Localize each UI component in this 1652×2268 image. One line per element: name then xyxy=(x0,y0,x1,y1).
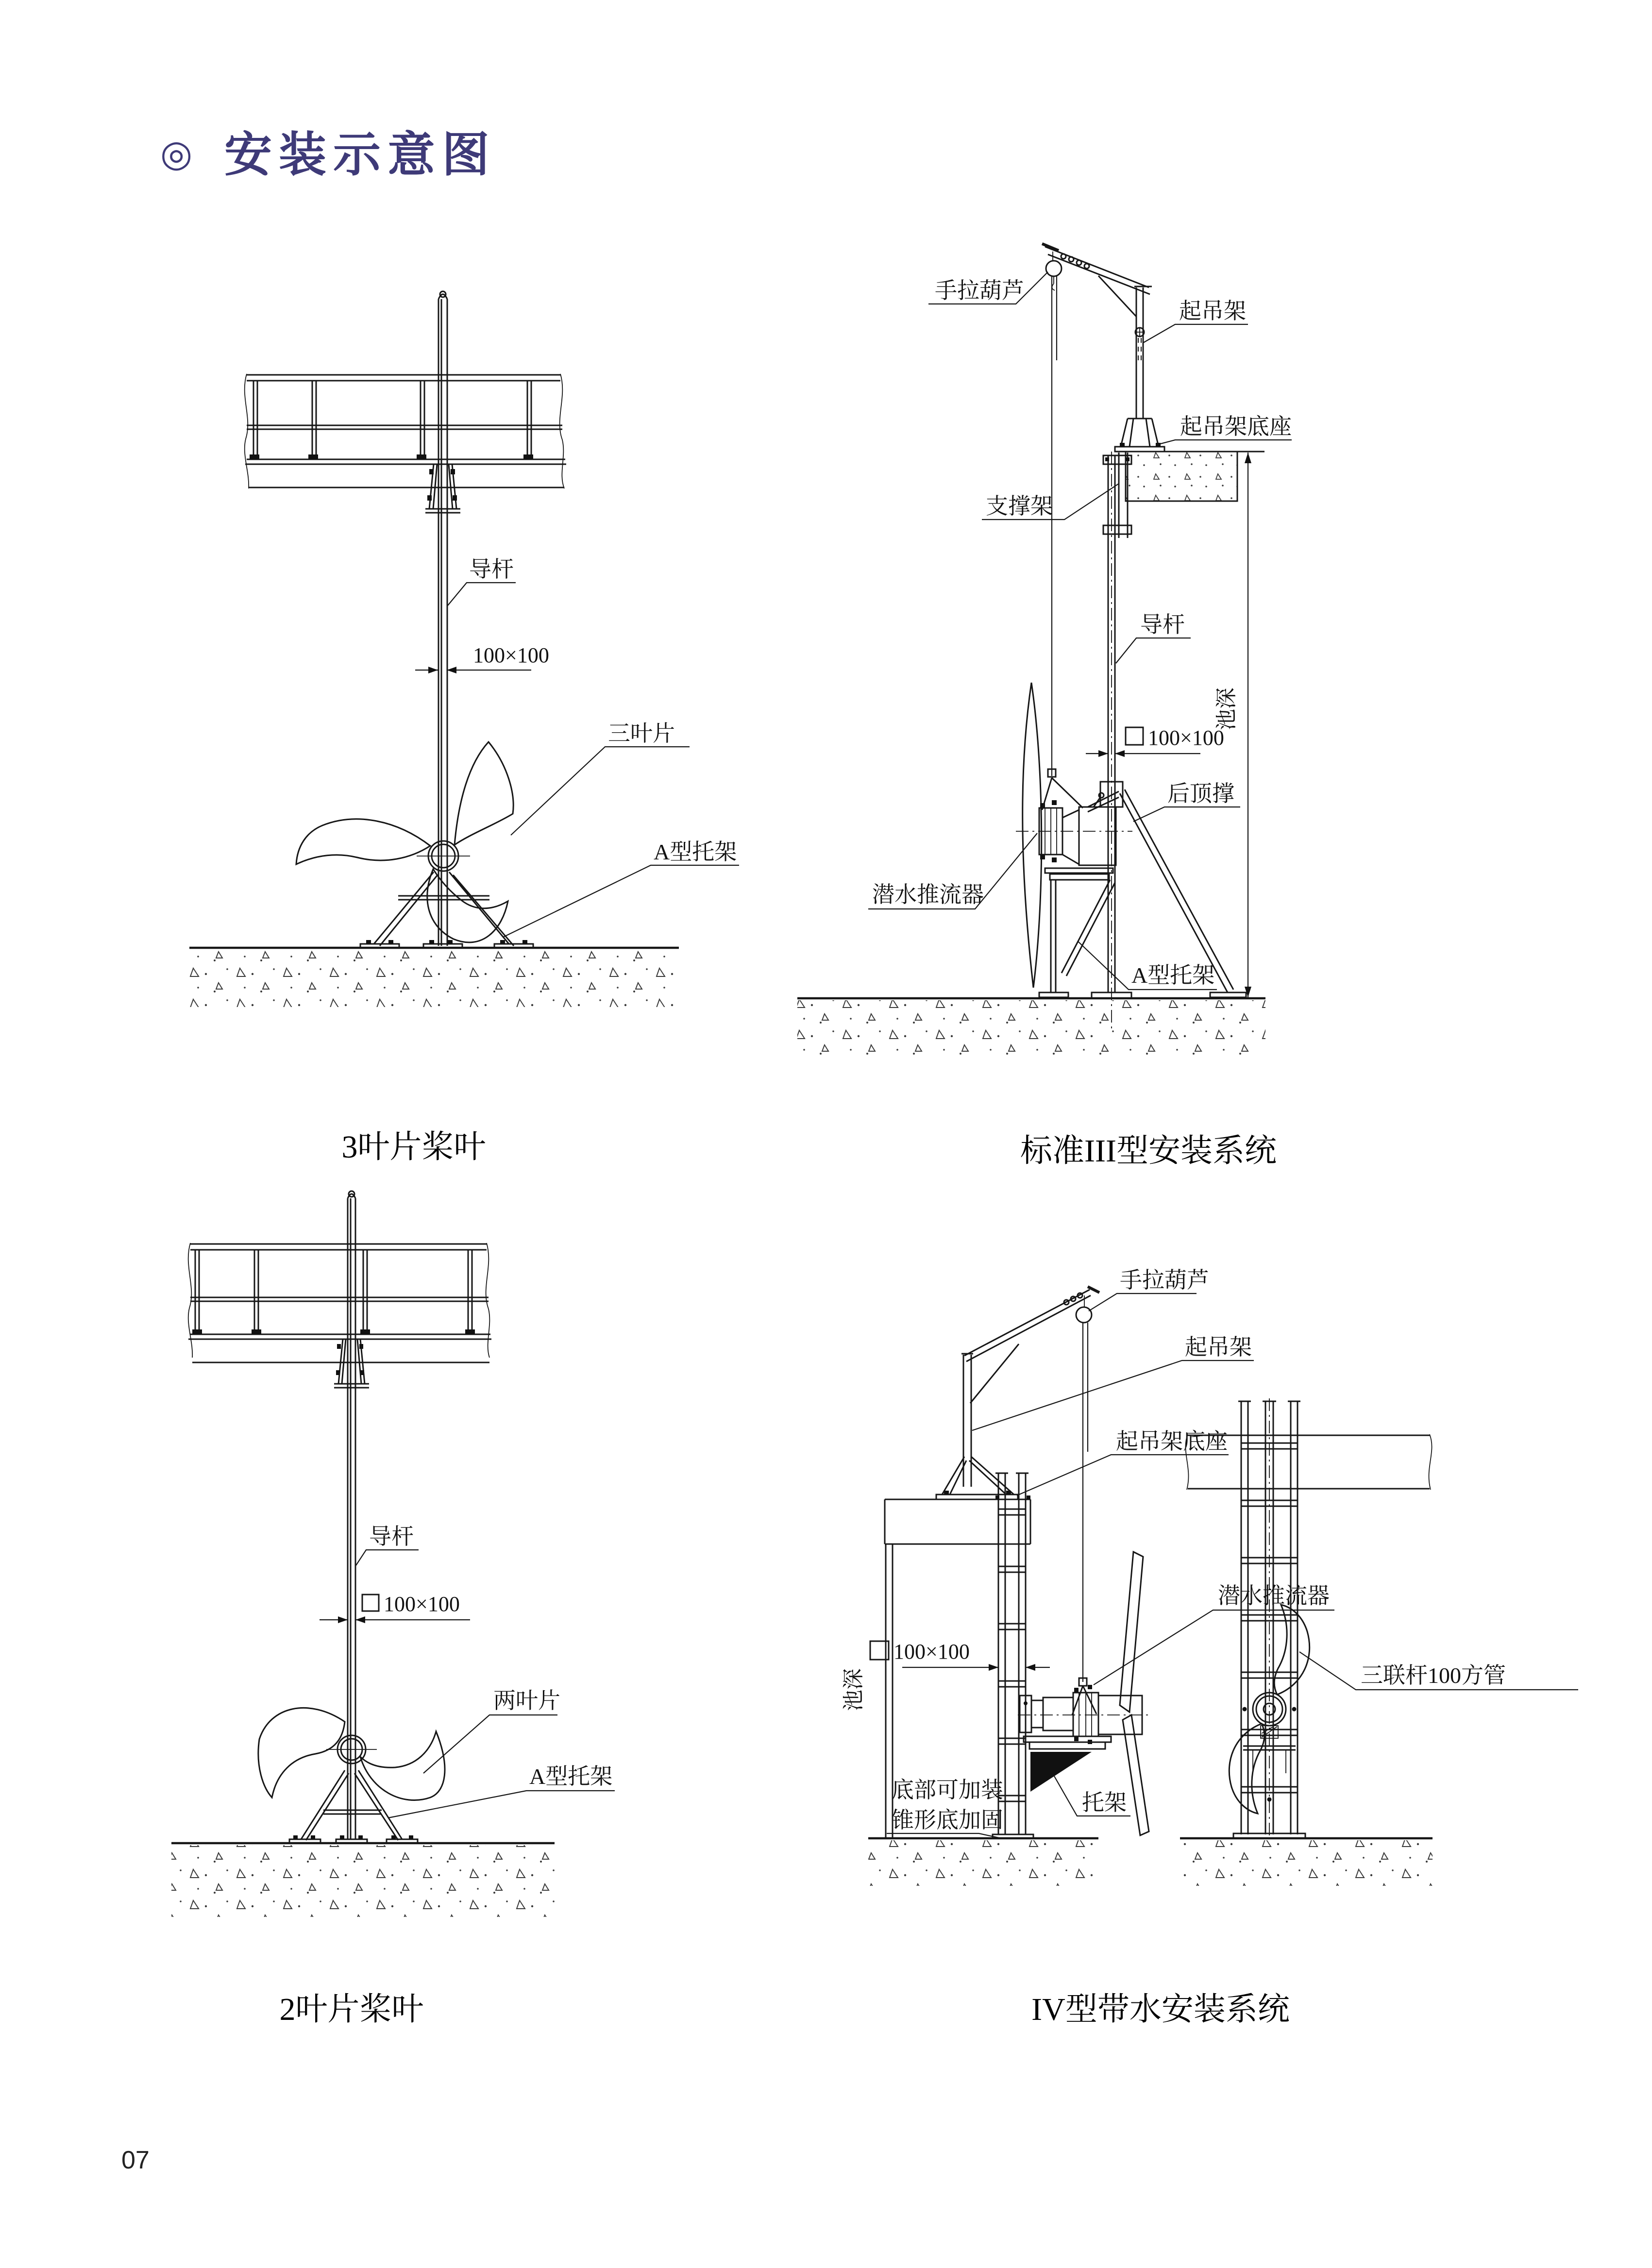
square-tube-symbol xyxy=(1126,727,1143,745)
triple-rod-front-view xyxy=(1185,1398,1432,1838)
label-lift-frame: 起吊架 xyxy=(1185,1335,1252,1360)
diagram-3-blade-propeller xyxy=(189,291,739,1165)
label-triple-rod: 三联杆100方管 xyxy=(1361,1663,1506,1688)
label-bracket: 托架 xyxy=(1082,1790,1127,1815)
header-bullet-icon: ◎ xyxy=(160,132,193,175)
page-title: 安装示意图 xyxy=(224,128,497,181)
labels xyxy=(868,272,1292,990)
label-dim: 100×100 xyxy=(473,643,549,667)
label-pool-depth: 池深 xyxy=(1214,688,1238,730)
square-tube-symbol xyxy=(362,1595,379,1611)
propeller-3-blade xyxy=(296,742,513,942)
labels xyxy=(415,557,739,937)
ground xyxy=(171,1843,555,1917)
caption-type-iii: 标准III型安装系统 xyxy=(1020,1133,1277,1169)
label-guide-rod: 导杆 xyxy=(1140,612,1185,637)
propeller-2-blade xyxy=(258,1708,445,1800)
label-thruster: 潜水推流器 xyxy=(1218,1583,1330,1608)
guide-rod xyxy=(348,1191,355,1839)
label-a-bracket: A型托架 xyxy=(529,1764,613,1789)
diagram-type-iv-system xyxy=(842,1268,1578,2027)
page-number: 07 xyxy=(121,2146,150,2174)
label-three-blade: 三叶片 xyxy=(608,721,675,746)
label-guide-rod: 导杆 xyxy=(369,1524,414,1549)
caption-3-blade: 3叶片桨叶 xyxy=(341,1129,486,1165)
label-lift-frame-base: 起吊架底座 xyxy=(1116,1429,1228,1454)
label-lift-frame: 起吊架 xyxy=(1179,299,1246,323)
lifting-crane xyxy=(1042,244,1164,776)
diagram-2-blade-propeller xyxy=(171,1191,615,2027)
labels xyxy=(320,1524,615,1818)
label-two-blade: 两叶片 xyxy=(493,1688,560,1713)
deck-slab xyxy=(1126,452,1264,501)
guide-rod xyxy=(438,291,447,946)
label-guide-rod: 导杆 xyxy=(469,557,514,582)
caption-type-iv: IV型带水安装系统 xyxy=(1031,1992,1290,2027)
page-header xyxy=(160,128,496,181)
ground xyxy=(868,1838,1433,1886)
label-rear-strut: 后顶撑 xyxy=(1167,781,1234,806)
ground xyxy=(189,948,679,1007)
label-dim: 100×100 xyxy=(893,1640,970,1663)
label-support-frame: 支撑架 xyxy=(986,494,1053,519)
walkway-railing xyxy=(245,374,566,513)
a-frame-bracket xyxy=(289,1770,418,1843)
label-dim: 100×100 xyxy=(1148,726,1224,750)
label-hoist: 手拉葫芦 xyxy=(1120,1268,1209,1293)
label-note-line2: 锥形底加固 xyxy=(892,1808,1003,1832)
label-a-bracket: A型托架 xyxy=(654,840,737,864)
label-thruster: 潜水推流器 xyxy=(872,882,984,907)
label-hoist: 手拉葫芦 xyxy=(935,278,1024,303)
ground xyxy=(797,998,1265,1055)
label-pool-depth: 池深 xyxy=(842,1668,865,1711)
walkway-railing xyxy=(188,1243,491,1388)
label-dim: 100×100 xyxy=(384,1592,460,1616)
pool-depth-dimension xyxy=(1214,453,1251,997)
labels xyxy=(842,1268,1578,1838)
diagram-type-iii-system xyxy=(797,244,1292,1169)
lifting-crane xyxy=(936,1287,1099,1682)
label-lift-frame-base: 起吊架底座 xyxy=(1180,414,1292,439)
a-frame-stand xyxy=(1039,868,1115,997)
label-a-bracket: A型托架 xyxy=(1131,963,1215,988)
label-note-line1: 底部可加装 xyxy=(892,1778,1003,1802)
caption-2-blade: 2叶片桨叶 xyxy=(279,1992,424,2027)
